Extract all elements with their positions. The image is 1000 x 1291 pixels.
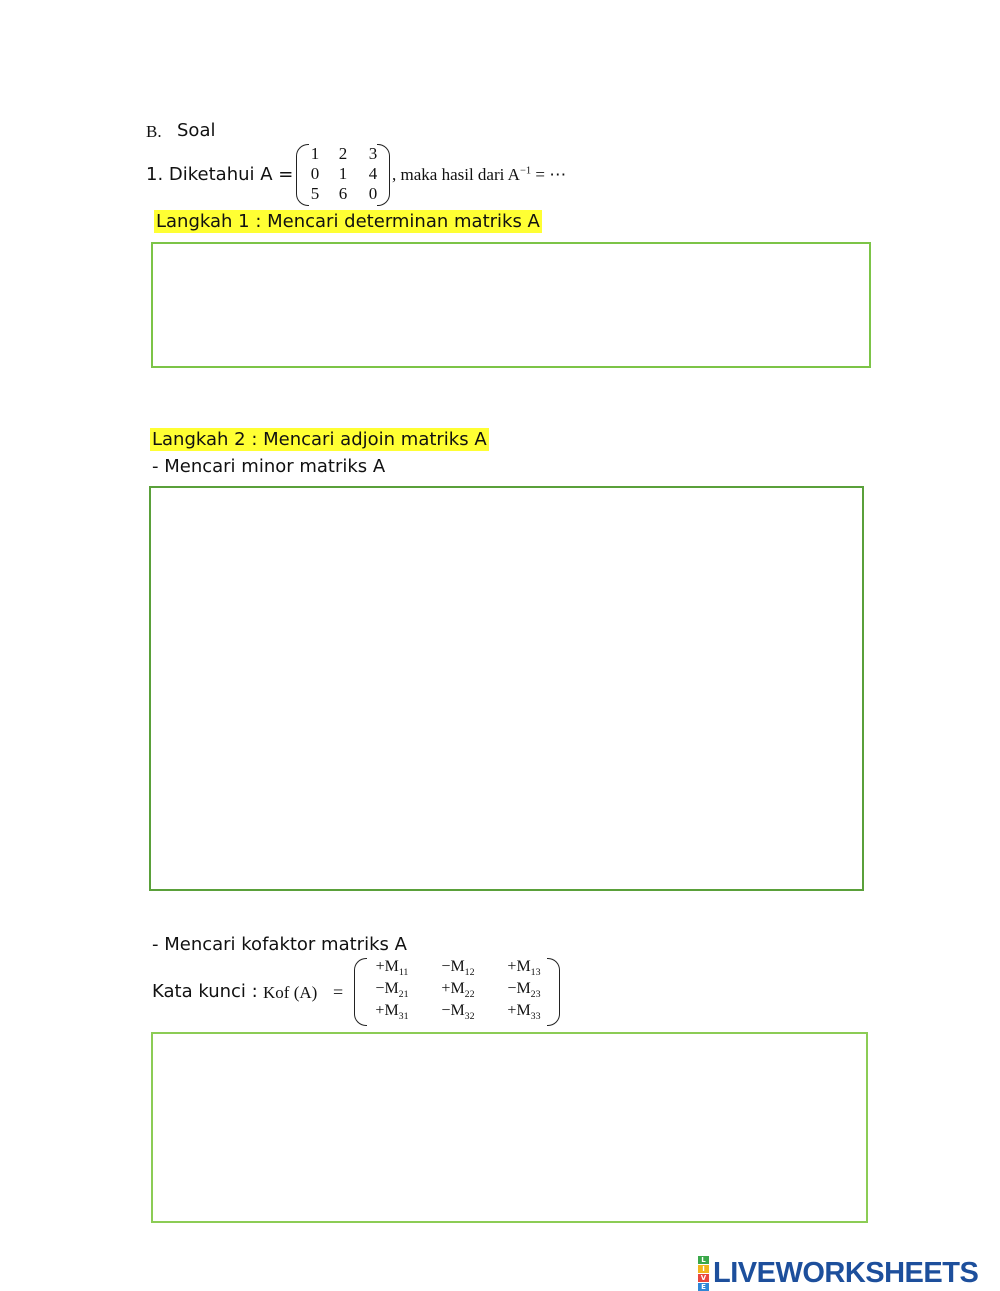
cofactor-sign: −M bbox=[375, 980, 399, 997]
section-title: Soal bbox=[177, 120, 216, 141]
cofactor-cell bbox=[430, 958, 486, 978]
cofactor-index: 12 bbox=[464, 967, 475, 979]
cofactor-cell bbox=[430, 1002, 486, 1022]
cofactor-sign: +M bbox=[507, 1002, 531, 1019]
question-suffix-text: , maka hasil dari A bbox=[392, 165, 520, 184]
matrix-a-cell: 4 bbox=[368, 164, 378, 183]
cofactor-matrix bbox=[354, 958, 560, 1026]
cofactor-answer-box[interactable] bbox=[151, 1032, 868, 1223]
cofactor-index: 11 bbox=[398, 967, 409, 979]
cofactor-cell bbox=[496, 980, 552, 1000]
matrix-a-cell: 6 bbox=[338, 184, 348, 203]
cofactor-cell bbox=[496, 958, 552, 978]
cofactor-index: 31 bbox=[398, 1011, 409, 1023]
kof-label: Kof (A) bbox=[263, 983, 318, 1002]
matrix-a-cell: 1 bbox=[338, 164, 348, 183]
logo-squares-icon bbox=[698, 1256, 709, 1291]
liveworksheets-logo[interactable] bbox=[698, 1256, 978, 1291]
cofactor-cell bbox=[364, 958, 420, 978]
question-prefix: 1. Diketahui A = bbox=[146, 164, 294, 185]
step1-label: Langkah 1 : Mencari determinan matriks A bbox=[156, 211, 540, 232]
cofactor-sign: −M bbox=[441, 958, 465, 975]
matrix-a-cell: 0 bbox=[310, 164, 320, 183]
cofactor-label: - Mencari kofaktor matriks A bbox=[152, 934, 407, 955]
matrix-a-cell: 5 bbox=[310, 184, 320, 203]
question-suffix-end: = ⋯ bbox=[531, 165, 567, 184]
matrix-a bbox=[296, 144, 390, 206]
minor-answer-box[interactable] bbox=[149, 486, 864, 891]
logo-square: E bbox=[698, 1283, 709, 1291]
cofactor-cell bbox=[364, 1002, 420, 1022]
matrix-a-cell: 3 bbox=[368, 144, 378, 163]
matrix-a-cell: 2 bbox=[338, 144, 348, 163]
logo-square: I bbox=[698, 1265, 709, 1273]
logo-square: L bbox=[698, 1256, 709, 1264]
question-suffix bbox=[392, 165, 566, 185]
matrix-a-cell: 1 bbox=[310, 144, 320, 163]
determinant-answer-box[interactable] bbox=[151, 242, 871, 368]
cofactor-sign: −M bbox=[507, 980, 531, 997]
cofactor-sign: +M bbox=[375, 1002, 399, 1019]
cofactor-index: 13 bbox=[530, 967, 541, 979]
cofactor-index: 23 bbox=[530, 989, 541, 1001]
cofactor-index: 21 bbox=[398, 989, 409, 1001]
cofactor-index: 33 bbox=[530, 1011, 541, 1023]
matrix-a-cell: 0 bbox=[368, 184, 378, 203]
cofactor-cell bbox=[430, 980, 486, 1000]
cofactor-index: 22 bbox=[464, 989, 475, 1001]
inverse-exponent: −1 bbox=[519, 165, 532, 177]
cofactor-cell bbox=[496, 1002, 552, 1022]
section-letter: B. bbox=[146, 122, 162, 141]
minor-label: - Mencari minor matriks A bbox=[152, 456, 386, 477]
cofactor-index: 32 bbox=[464, 1011, 475, 1023]
logo-square: V bbox=[698, 1274, 709, 1282]
logo-text: LIVEWORKSHEETS bbox=[713, 1257, 979, 1289]
cofactor-sign: +M bbox=[441, 980, 465, 997]
cofactor-cell bbox=[364, 980, 420, 1000]
equals-sign: = bbox=[333, 982, 344, 1002]
cofactor-sign: +M bbox=[375, 958, 399, 975]
cofactor-sign: −M bbox=[441, 1002, 465, 1019]
keyword-label: Kata kunci : bbox=[152, 981, 258, 1002]
step2-label: Langkah 2 : Mencari adjoin matriks A bbox=[152, 429, 487, 450]
cofactor-sign: +M bbox=[507, 958, 531, 975]
